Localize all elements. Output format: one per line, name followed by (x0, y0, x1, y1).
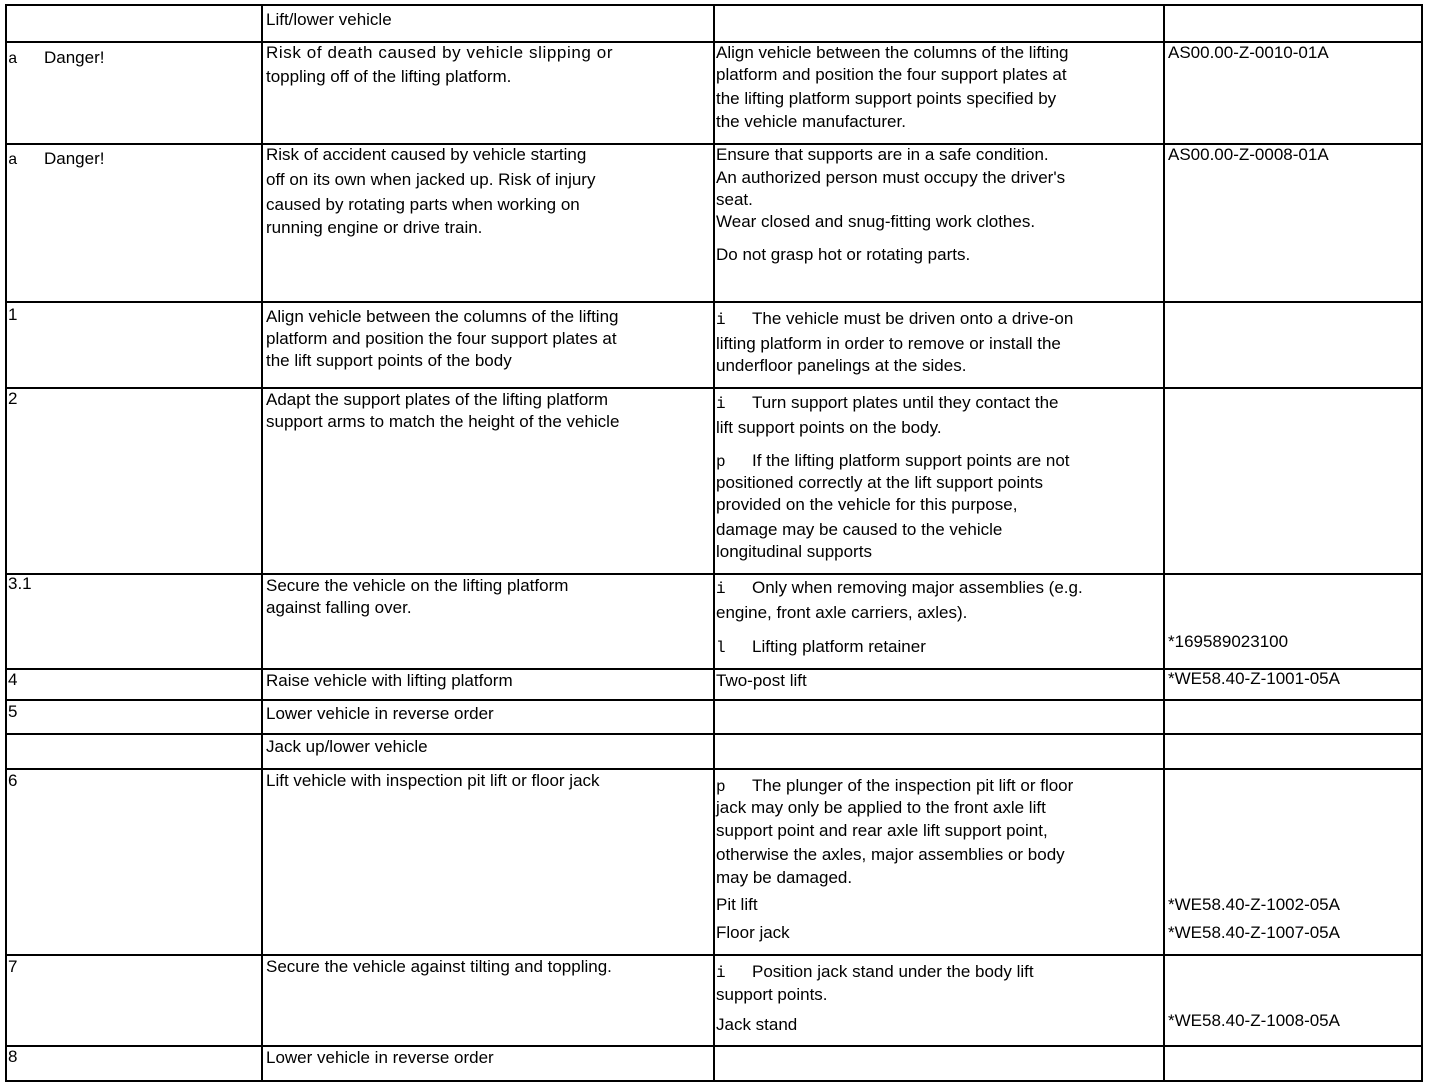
measure-text: seat. (716, 190, 753, 209)
tool-icon: l (716, 639, 726, 657)
column-divider (261, 6, 263, 1080)
info-note: i The vehicle must be driven onto a drive-on (716, 308, 1073, 332)
info-note: i Only when removing major assemblies (e.g. (716, 577, 1083, 601)
step-text: Secure the vehicle against tilting and toppling. (266, 957, 612, 976)
info-icon: i (716, 395, 726, 413)
step-text: support arms to match the height of the vehicle (266, 412, 620, 431)
hazard-text: Risk of death caused by vehicle slipping or (266, 43, 614, 62)
step-text: Lower vehicle in reverse order (266, 704, 494, 723)
measure-text: the lifting platform support points specified by (716, 89, 1057, 108)
caution-icon: p (716, 453, 726, 471)
section-heading: Jack up/lower vehicle (266, 737, 428, 756)
reference-code: AS00.00-Z-0008-01A (1168, 145, 1329, 164)
tool-item: Jack stand (716, 1015, 798, 1034)
measure-text: Align vehicle between the columns of the lifting (716, 43, 1069, 62)
step-text: Lower vehicle in reverse order (266, 1048, 494, 1067)
info-note: support points. (716, 985, 828, 1004)
caution-note: jack may only be applied to the front axle lift (716, 798, 1046, 817)
step-text: against falling over. (266, 598, 412, 617)
hazard-text: Risk of accident caused by vehicle starting (266, 145, 587, 164)
step-number: 1 (8, 305, 18, 324)
reference-code: *WE58.40-Z-1002-05A (1168, 895, 1340, 914)
info-note: underfloor panelings at the sides. (716, 356, 967, 375)
info-note: i Turn support plates until they contact the (716, 392, 1059, 416)
step-text: Secure the vehicle on the lifting platform (266, 576, 569, 595)
caution-icon: p (716, 778, 726, 796)
measure-text: Wear closed and snug-fitting work clothes. (716, 212, 1036, 231)
hazard-text: toppling off of the lifting platform. (266, 67, 512, 86)
hazard-text: running engine or drive train. (266, 218, 483, 237)
info-icon: i (716, 580, 726, 598)
step-text: Lift vehicle with inspection pit lift or floor jack (266, 771, 600, 790)
reference-code: *WE58.40-Z-1007-05A (1168, 923, 1340, 942)
step-text: platform and position the four support plates at (266, 329, 617, 348)
info-note: lifting platform in order to remove or install the (716, 334, 1061, 353)
danger-label: a Danger! (8, 47, 104, 71)
column-divider (713, 6, 715, 1080)
step-text: Raise vehicle with lifting platform (266, 671, 513, 690)
caution-note: support point and rear axle lift support point, (716, 821, 1048, 840)
caution-note: p If the lifting platform support points are not (716, 450, 1070, 474)
step-text: Adapt the support plates of the lifting platform (266, 390, 609, 409)
danger-icon: a (8, 151, 18, 169)
caution-note: longitudinal supports (716, 542, 872, 561)
step-number: 6 (8, 771, 18, 790)
caution-note: otherwise the axles, major assemblies or body (716, 845, 1065, 864)
reference-code: *WE58.40-Z-1008-05A (1168, 1011, 1340, 1030)
info-note: lift support points on the body. (716, 418, 942, 437)
section-heading: Lift/lower vehicle (266, 10, 392, 29)
info-note: i Position jack stand under the body lift (716, 961, 1034, 985)
info-icon: i (716, 311, 726, 329)
step-number: 4 (8, 670, 18, 689)
tool-item: Two-post lift (716, 671, 807, 690)
info-icon: i (716, 964, 726, 982)
caution-note: positioned correctly at the lift support points (716, 473, 1043, 492)
step-number: 2 (8, 389, 18, 408)
step-number: 7 (8, 957, 18, 976)
info-note: engine, front axle carriers, axles). (716, 603, 968, 622)
measure-text: Ensure that supports are in a safe condition. (716, 145, 1049, 164)
caution-note: provided on the vehicle for this purpose, (716, 495, 1018, 514)
hazard-text: caused by rotating parts when working on (266, 195, 580, 214)
measure-text: platform and position the four support plates at (716, 65, 1067, 84)
caution-note: may be damaged. (716, 868, 853, 887)
reference-code: AS00.00-Z-0010-01A (1168, 43, 1329, 62)
danger-icon: a (8, 50, 18, 68)
step-number: 3.1 (8, 574, 32, 593)
caution-note: p The plunger of the inspection pit lift or floor (716, 775, 1073, 799)
step-text: the lift support points of the body (266, 351, 512, 370)
part-number: *169589023100 (1168, 632, 1289, 651)
tool-item: l Lifting platform retainer (716, 636, 926, 660)
hazard-text: off on its own when jacked up. Risk of injury (266, 170, 596, 189)
tool-item: Pit lift (716, 895, 758, 914)
reference-code: *WE58.40-Z-1001-05A (1168, 669, 1340, 688)
measure-text: the vehicle manufacturer. (716, 112, 906, 131)
step-text: Align vehicle between the columns of the lifting (266, 307, 619, 326)
danger-label: a Danger! (8, 148, 104, 172)
caution-note: damage may be caused to the vehicle (716, 520, 1003, 539)
column-divider (1163, 6, 1165, 1080)
step-number: 5 (8, 702, 18, 721)
measure-text: Do not grasp hot or rotating parts. (716, 245, 971, 264)
step-number: 8 (8, 1047, 18, 1066)
tool-item: Floor jack (716, 923, 790, 942)
measure-text: An authorized person must occupy the driver's (716, 168, 1066, 187)
